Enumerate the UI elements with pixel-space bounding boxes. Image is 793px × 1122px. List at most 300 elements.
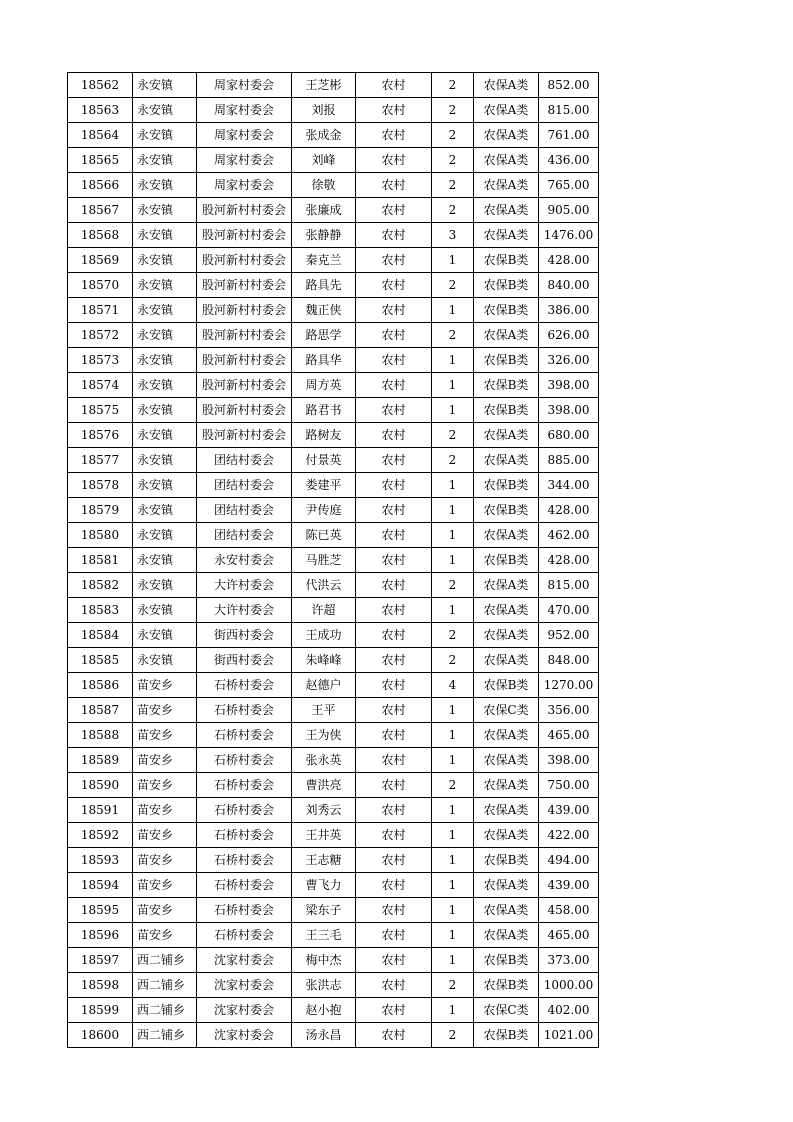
person-name-cell: 王芝彬 bbox=[292, 73, 356, 98]
record-id-cell: 18597 bbox=[68, 948, 133, 973]
person-name-cell: 陈已英 bbox=[292, 523, 356, 548]
insurance-class-cell: 农保A类 bbox=[474, 73, 539, 98]
table-row bbox=[68, 973, 599, 998]
area-type-cell: 农村 bbox=[356, 998, 432, 1023]
household-size-cell: 1 bbox=[432, 373, 474, 398]
insurance-class-cell: 农保A类 bbox=[474, 423, 539, 448]
household-size-cell: 1 bbox=[432, 823, 474, 848]
table-row bbox=[68, 273, 599, 298]
person-name-cell: 刘报 bbox=[292, 98, 356, 123]
area-type-cell: 农村 bbox=[356, 448, 432, 473]
table-row bbox=[68, 73, 599, 98]
insurance-class-cell: 农保A类 bbox=[474, 573, 539, 598]
township-cell: 永安镇 bbox=[133, 523, 197, 548]
record-id-cell: 18565 bbox=[68, 148, 133, 173]
person-name-cell: 刘秀云 bbox=[292, 798, 356, 823]
table-row bbox=[68, 198, 599, 223]
township-cell: 永安镇 bbox=[133, 73, 197, 98]
person-name-cell: 赵小抱 bbox=[292, 998, 356, 1023]
amount-cell: 952.00 bbox=[539, 623, 599, 648]
record-id-cell: 18578 bbox=[68, 473, 133, 498]
village-committee-cell: 周家村委会 bbox=[197, 98, 292, 123]
table-row bbox=[68, 598, 599, 623]
area-type-cell: 农村 bbox=[356, 548, 432, 573]
household-size-cell: 1 bbox=[432, 598, 474, 623]
person-name-cell: 曹洪亮 bbox=[292, 773, 356, 798]
person-name-cell: 魏正侠 bbox=[292, 298, 356, 323]
record-id-cell: 18583 bbox=[68, 598, 133, 623]
amount-cell: 402.00 bbox=[539, 998, 599, 1023]
insurance-class-cell: 农保A类 bbox=[474, 123, 539, 148]
record-id-cell: 18596 bbox=[68, 923, 133, 948]
area-type-cell: 农村 bbox=[356, 423, 432, 448]
amount-cell: 428.00 bbox=[539, 248, 599, 273]
village-committee-cell: 股河新村村委会 bbox=[197, 198, 292, 223]
amount-cell: 494.00 bbox=[539, 848, 599, 873]
village-committee-cell: 石桥村委会 bbox=[197, 673, 292, 698]
household-size-cell: 2 bbox=[432, 148, 474, 173]
insurance-class-cell: 农保A类 bbox=[474, 748, 539, 773]
record-id-cell: 18593 bbox=[68, 848, 133, 873]
table-row bbox=[68, 1023, 599, 1048]
table-row bbox=[68, 173, 599, 198]
amount-cell: 840.00 bbox=[539, 273, 599, 298]
person-name-cell: 张永英 bbox=[292, 748, 356, 773]
table-row bbox=[68, 798, 599, 823]
insurance-class-cell: 农保A类 bbox=[474, 223, 539, 248]
village-committee-cell: 团结村委会 bbox=[197, 473, 292, 498]
area-type-cell: 农村 bbox=[356, 498, 432, 523]
table-row bbox=[68, 248, 599, 273]
village-committee-cell: 大许村委会 bbox=[197, 573, 292, 598]
area-type-cell: 农村 bbox=[356, 123, 432, 148]
household-size-cell: 2 bbox=[432, 123, 474, 148]
table-row bbox=[68, 123, 599, 148]
household-size-cell: 1 bbox=[432, 523, 474, 548]
record-id-cell: 18584 bbox=[68, 623, 133, 648]
insurance-class-cell: 农保C类 bbox=[474, 998, 539, 1023]
township-cell: 永安镇 bbox=[133, 423, 197, 448]
insurance-class-cell: 农保B类 bbox=[474, 473, 539, 498]
amount-cell: 1270.00 bbox=[539, 673, 599, 698]
village-committee-cell: 周家村委会 bbox=[197, 173, 292, 198]
amount-cell: 680.00 bbox=[539, 423, 599, 448]
insurance-class-cell: 农保A类 bbox=[474, 198, 539, 223]
table-row bbox=[68, 923, 599, 948]
table-row bbox=[68, 398, 599, 423]
amount-cell: 386.00 bbox=[539, 298, 599, 323]
amount-cell: 1021.00 bbox=[539, 1023, 599, 1048]
amount-cell: 626.00 bbox=[539, 323, 599, 348]
household-size-cell: 1 bbox=[432, 298, 474, 323]
area-type-cell: 农村 bbox=[356, 1023, 432, 1048]
insurance-class-cell: 农保A类 bbox=[474, 623, 539, 648]
insurance-class-cell: 农保C类 bbox=[474, 698, 539, 723]
household-size-cell: 1 bbox=[432, 873, 474, 898]
area-type-cell: 农村 bbox=[356, 673, 432, 698]
table-row bbox=[68, 948, 599, 973]
amount-cell: 905.00 bbox=[539, 198, 599, 223]
area-type-cell: 农村 bbox=[356, 573, 432, 598]
amount-cell: 848.00 bbox=[539, 648, 599, 673]
record-id-cell: 18575 bbox=[68, 398, 133, 423]
table-row bbox=[68, 98, 599, 123]
table-row bbox=[68, 698, 599, 723]
insurance-class-cell: 农保A类 bbox=[474, 873, 539, 898]
village-committee-cell: 周家村委会 bbox=[197, 73, 292, 98]
area-type-cell: 农村 bbox=[356, 798, 432, 823]
household-size-cell: 2 bbox=[432, 1023, 474, 1048]
record-id-cell: 18564 bbox=[68, 123, 133, 148]
record-id-cell: 18566 bbox=[68, 173, 133, 198]
amount-cell: 761.00 bbox=[539, 123, 599, 148]
area-type-cell: 农村 bbox=[356, 748, 432, 773]
household-size-cell: 2 bbox=[432, 573, 474, 598]
township-cell: 永安镇 bbox=[133, 473, 197, 498]
household-size-cell: 1 bbox=[432, 923, 474, 948]
person-name-cell: 路君书 bbox=[292, 398, 356, 423]
insurance-class-cell: 农保B类 bbox=[474, 673, 539, 698]
township-cell: 西二铺乡 bbox=[133, 1023, 197, 1048]
village-committee-cell: 股河新村村委会 bbox=[197, 348, 292, 373]
area-type-cell: 农村 bbox=[356, 823, 432, 848]
area-type-cell: 农村 bbox=[356, 873, 432, 898]
insurance-class-cell: 农保A类 bbox=[474, 648, 539, 673]
village-committee-cell: 沈家村委会 bbox=[197, 1023, 292, 1048]
township-cell: 苗安乡 bbox=[133, 848, 197, 873]
table-row bbox=[68, 323, 599, 348]
insurance-class-cell: 农保A类 bbox=[474, 923, 539, 948]
person-name-cell: 赵德户 bbox=[292, 673, 356, 698]
village-committee-cell: 石桥村委会 bbox=[197, 773, 292, 798]
township-cell: 永安镇 bbox=[133, 498, 197, 523]
village-committee-cell: 股河新村村委会 bbox=[197, 423, 292, 448]
township-cell: 苗安乡 bbox=[133, 873, 197, 898]
area-type-cell: 农村 bbox=[356, 923, 432, 948]
village-committee-cell: 团结村委会 bbox=[197, 448, 292, 473]
township-cell: 永安镇 bbox=[133, 198, 197, 223]
area-type-cell: 农村 bbox=[356, 973, 432, 998]
township-cell: 永安镇 bbox=[133, 148, 197, 173]
table-row bbox=[68, 848, 599, 873]
record-id-cell: 18594 bbox=[68, 873, 133, 898]
household-size-cell: 1 bbox=[432, 748, 474, 773]
village-committee-cell: 沈家村委会 bbox=[197, 973, 292, 998]
area-type-cell: 农村 bbox=[356, 723, 432, 748]
area-type-cell: 农村 bbox=[356, 773, 432, 798]
amount-cell: 326.00 bbox=[539, 348, 599, 373]
household-size-cell: 2 bbox=[432, 173, 474, 198]
amount-cell: 439.00 bbox=[539, 798, 599, 823]
table-row bbox=[68, 998, 599, 1023]
insurance-class-cell: 农保A类 bbox=[474, 598, 539, 623]
table-row bbox=[68, 373, 599, 398]
person-name-cell: 王井英 bbox=[292, 823, 356, 848]
person-name-cell: 周方英 bbox=[292, 373, 356, 398]
village-committee-cell: 永安村委会 bbox=[197, 548, 292, 573]
person-name-cell: 路思学 bbox=[292, 323, 356, 348]
household-size-cell: 2 bbox=[432, 773, 474, 798]
area-type-cell: 农村 bbox=[356, 598, 432, 623]
person-name-cell: 张静静 bbox=[292, 223, 356, 248]
amount-cell: 815.00 bbox=[539, 98, 599, 123]
record-id-cell: 18592 bbox=[68, 823, 133, 848]
area-type-cell: 农村 bbox=[356, 223, 432, 248]
amount-cell: 852.00 bbox=[539, 73, 599, 98]
table-row bbox=[68, 723, 599, 748]
village-committee-cell: 股河新村村委会 bbox=[197, 398, 292, 423]
insurance-class-cell: 农保B类 bbox=[474, 498, 539, 523]
village-committee-cell: 石桥村委会 bbox=[197, 848, 292, 873]
household-size-cell: 1 bbox=[432, 723, 474, 748]
amount-cell: 398.00 bbox=[539, 398, 599, 423]
record-id-cell: 18591 bbox=[68, 798, 133, 823]
area-type-cell: 农村 bbox=[356, 848, 432, 873]
area-type-cell: 农村 bbox=[356, 348, 432, 373]
insurance-class-cell: 农保B类 bbox=[474, 273, 539, 298]
area-type-cell: 农村 bbox=[356, 698, 432, 723]
household-size-cell: 2 bbox=[432, 98, 474, 123]
record-id-cell: 18579 bbox=[68, 498, 133, 523]
household-size-cell: 1 bbox=[432, 848, 474, 873]
household-size-cell: 1 bbox=[432, 798, 474, 823]
township-cell: 苗安乡 bbox=[133, 673, 197, 698]
amount-cell: 470.00 bbox=[539, 598, 599, 623]
record-id-cell: 18574 bbox=[68, 373, 133, 398]
insurance-class-cell: 农保B类 bbox=[474, 548, 539, 573]
township-cell: 永安镇 bbox=[133, 648, 197, 673]
township-cell: 永安镇 bbox=[133, 548, 197, 573]
person-name-cell: 曹飞力 bbox=[292, 873, 356, 898]
record-id-cell: 18577 bbox=[68, 448, 133, 473]
amount-cell: 465.00 bbox=[539, 723, 599, 748]
person-name-cell: 张洪志 bbox=[292, 973, 356, 998]
amount-cell: 422.00 bbox=[539, 823, 599, 848]
household-size-cell: 3 bbox=[432, 223, 474, 248]
village-committee-cell: 街西村委会 bbox=[197, 648, 292, 673]
village-committee-cell: 街西村委会 bbox=[197, 623, 292, 648]
record-id-cell: 18572 bbox=[68, 323, 133, 348]
person-name-cell: 张廉成 bbox=[292, 198, 356, 223]
person-name-cell: 尹传庭 bbox=[292, 498, 356, 523]
record-id-cell: 18580 bbox=[68, 523, 133, 548]
village-committee-cell: 石桥村委会 bbox=[197, 698, 292, 723]
amount-cell: 815.00 bbox=[539, 573, 599, 598]
area-type-cell: 农村 bbox=[356, 173, 432, 198]
township-cell: 永安镇 bbox=[133, 398, 197, 423]
township-cell: 永安镇 bbox=[133, 173, 197, 198]
record-id-cell: 18563 bbox=[68, 98, 133, 123]
amount-cell: 465.00 bbox=[539, 923, 599, 948]
person-name-cell: 马胜芝 bbox=[292, 548, 356, 573]
village-committee-cell: 沈家村委会 bbox=[197, 948, 292, 973]
area-type-cell: 农村 bbox=[356, 323, 432, 348]
township-cell: 西二铺乡 bbox=[133, 973, 197, 998]
township-cell: 永安镇 bbox=[133, 273, 197, 298]
township-cell: 西二铺乡 bbox=[133, 948, 197, 973]
person-name-cell: 代洪云 bbox=[292, 573, 356, 598]
township-cell: 永安镇 bbox=[133, 348, 197, 373]
person-name-cell: 王成功 bbox=[292, 623, 356, 648]
amount-cell: 398.00 bbox=[539, 373, 599, 398]
person-name-cell: 王志糖 bbox=[292, 848, 356, 873]
household-size-cell: 1 bbox=[432, 698, 474, 723]
insurance-class-cell: 农保B类 bbox=[474, 298, 539, 323]
record-id-cell: 18571 bbox=[68, 298, 133, 323]
insurance-class-cell: 农保A类 bbox=[474, 98, 539, 123]
area-type-cell: 农村 bbox=[356, 523, 432, 548]
amount-cell: 428.00 bbox=[539, 498, 599, 523]
village-committee-cell: 团结村委会 bbox=[197, 523, 292, 548]
area-type-cell: 农村 bbox=[356, 148, 432, 173]
record-id-cell: 18587 bbox=[68, 698, 133, 723]
insurance-class-cell: 农保A类 bbox=[474, 148, 539, 173]
township-cell: 永安镇 bbox=[133, 623, 197, 648]
area-type-cell: 农村 bbox=[356, 273, 432, 298]
insurance-class-cell: 农保A类 bbox=[474, 798, 539, 823]
household-size-cell: 2 bbox=[432, 73, 474, 98]
township-cell: 永安镇 bbox=[133, 448, 197, 473]
township-cell: 苗安乡 bbox=[133, 898, 197, 923]
person-name-cell: 王平 bbox=[292, 698, 356, 723]
record-id-cell: 18600 bbox=[68, 1023, 133, 1048]
person-name-cell: 朱峰峰 bbox=[292, 648, 356, 673]
village-committee-cell: 股河新村村委会 bbox=[197, 373, 292, 398]
village-committee-cell: 石桥村委会 bbox=[197, 823, 292, 848]
record-id-cell: 18569 bbox=[68, 248, 133, 273]
record-id-cell: 18588 bbox=[68, 723, 133, 748]
township-cell: 永安镇 bbox=[133, 248, 197, 273]
table-row bbox=[68, 223, 599, 248]
household-size-cell: 4 bbox=[432, 673, 474, 698]
record-id-cell: 18598 bbox=[68, 973, 133, 998]
person-name-cell: 王三毛 bbox=[292, 923, 356, 948]
insurance-class-cell: 农保B类 bbox=[474, 348, 539, 373]
household-size-cell: 1 bbox=[432, 473, 474, 498]
village-committee-cell: 石桥村委会 bbox=[197, 748, 292, 773]
table-row bbox=[68, 673, 599, 698]
village-committee-cell: 股河新村村委会 bbox=[197, 248, 292, 273]
area-type-cell: 农村 bbox=[356, 898, 432, 923]
table-row bbox=[68, 348, 599, 373]
insurance-class-cell: 农保A类 bbox=[474, 173, 539, 198]
household-size-cell: 2 bbox=[432, 648, 474, 673]
household-size-cell: 1 bbox=[432, 348, 474, 373]
amount-cell: 373.00 bbox=[539, 948, 599, 973]
table-row bbox=[68, 473, 599, 498]
household-size-cell: 2 bbox=[432, 423, 474, 448]
township-cell: 苗安乡 bbox=[133, 823, 197, 848]
table-row bbox=[68, 648, 599, 673]
table-row bbox=[68, 748, 599, 773]
village-committee-cell: 石桥村委会 bbox=[197, 723, 292, 748]
record-id-cell: 18573 bbox=[68, 348, 133, 373]
person-name-cell: 路具先 bbox=[292, 273, 356, 298]
person-name-cell: 路树友 bbox=[292, 423, 356, 448]
amount-cell: 356.00 bbox=[539, 698, 599, 723]
household-size-cell: 2 bbox=[432, 198, 474, 223]
record-id-cell: 18585 bbox=[68, 648, 133, 673]
amount-cell: 439.00 bbox=[539, 873, 599, 898]
village-committee-cell: 股河新村村委会 bbox=[197, 223, 292, 248]
record-id-cell: 18562 bbox=[68, 73, 133, 98]
insurance-class-cell: 农保A类 bbox=[474, 323, 539, 348]
records-table bbox=[67, 72, 599, 1048]
insurance-class-cell: 农保A类 bbox=[474, 723, 539, 748]
area-type-cell: 农村 bbox=[356, 398, 432, 423]
village-committee-cell: 周家村委会 bbox=[197, 123, 292, 148]
amount-cell: 462.00 bbox=[539, 523, 599, 548]
village-committee-cell: 股河新村村委会 bbox=[197, 273, 292, 298]
village-committee-cell: 股河新村村委会 bbox=[197, 323, 292, 348]
township-cell: 永安镇 bbox=[133, 98, 197, 123]
village-committee-cell: 石桥村委会 bbox=[197, 923, 292, 948]
person-name-cell: 许超 bbox=[292, 598, 356, 623]
person-name-cell: 徐敬 bbox=[292, 173, 356, 198]
area-type-cell: 农村 bbox=[356, 198, 432, 223]
township-cell: 苗安乡 bbox=[133, 748, 197, 773]
household-size-cell: 1 bbox=[432, 948, 474, 973]
table-row bbox=[68, 548, 599, 573]
household-size-cell: 1 bbox=[432, 898, 474, 923]
household-size-cell: 1 bbox=[432, 998, 474, 1023]
insurance-class-cell: 农保B类 bbox=[474, 373, 539, 398]
record-id-cell: 18567 bbox=[68, 198, 133, 223]
township-cell: 苗安乡 bbox=[133, 773, 197, 798]
table-row bbox=[68, 298, 599, 323]
amount-cell: 428.00 bbox=[539, 548, 599, 573]
record-id-cell: 18590 bbox=[68, 773, 133, 798]
village-committee-cell: 股河新村村委会 bbox=[197, 298, 292, 323]
insurance-class-cell: 农保B类 bbox=[474, 1023, 539, 1048]
township-cell: 苗安乡 bbox=[133, 723, 197, 748]
person-name-cell: 娄建平 bbox=[292, 473, 356, 498]
household-size-cell: 2 bbox=[432, 273, 474, 298]
insurance-class-cell: 农保A类 bbox=[474, 823, 539, 848]
household-size-cell: 1 bbox=[432, 248, 474, 273]
area-type-cell: 农村 bbox=[356, 248, 432, 273]
record-id-cell: 18581 bbox=[68, 548, 133, 573]
household-size-cell: 1 bbox=[432, 548, 474, 573]
person-name-cell: 梁东子 bbox=[292, 898, 356, 923]
area-type-cell: 农村 bbox=[356, 373, 432, 398]
insurance-class-cell: 农保B类 bbox=[474, 398, 539, 423]
village-committee-cell: 沈家村委会 bbox=[197, 998, 292, 1023]
village-committee-cell: 大许村委会 bbox=[197, 598, 292, 623]
person-name-cell: 梅中杰 bbox=[292, 948, 356, 973]
village-committee-cell: 周家村委会 bbox=[197, 148, 292, 173]
record-id-cell: 18576 bbox=[68, 423, 133, 448]
person-name-cell: 王为侠 bbox=[292, 723, 356, 748]
insurance-class-cell: 农保A类 bbox=[474, 773, 539, 798]
area-type-cell: 农村 bbox=[356, 98, 432, 123]
table-row bbox=[68, 523, 599, 548]
amount-cell: 436.00 bbox=[539, 148, 599, 173]
record-id-cell: 18586 bbox=[68, 673, 133, 698]
amount-cell: 1476.00 bbox=[539, 223, 599, 248]
village-committee-cell: 石桥村委会 bbox=[197, 873, 292, 898]
village-committee-cell: 石桥村委会 bbox=[197, 898, 292, 923]
person-name-cell: 秦克兰 bbox=[292, 248, 356, 273]
amount-cell: 750.00 bbox=[539, 773, 599, 798]
person-name-cell: 汤永昌 bbox=[292, 1023, 356, 1048]
record-id-cell: 18595 bbox=[68, 898, 133, 923]
amount-cell: 885.00 bbox=[539, 448, 599, 473]
record-id-cell: 18582 bbox=[68, 573, 133, 598]
household-size-cell: 2 bbox=[432, 448, 474, 473]
area-type-cell: 农村 bbox=[356, 623, 432, 648]
table-row bbox=[68, 148, 599, 173]
